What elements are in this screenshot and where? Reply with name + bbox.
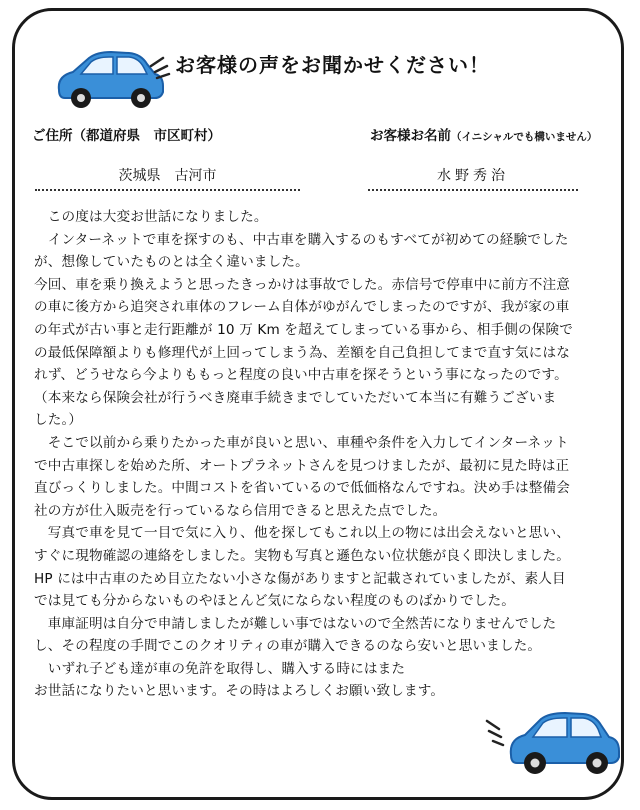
body-line: （本来なら保険会社が行うべき廃車手続きまでしていただいて本当に有難うございま — [34, 389, 557, 406]
body-line: し、その程度の手間でこのクオリティの車が購入できるのなら安いと思いました。 — [34, 638, 542, 655]
testimonial-body — [34, 206, 608, 703]
body-line: 今回、車を乗り換えようと思ったきっかけは事故でした。赤信号で停車中に前方不注意 — [34, 276, 571, 293]
body-line: では見ても分からないものやほとんど気にならない程度のものばかりでした。 — [34, 593, 516, 610]
body-line: インターネットで車を探すのも、中古車を購入するのもすべてが初めての経験でした — [34, 231, 569, 248]
name-label — [370, 124, 597, 144]
body-line: 車庫証明は自分で申請しましたが難しい事ではないので全然苦になりませんでした — [34, 615, 557, 632]
body-line: この度は大変お世話になりました。 — [34, 209, 268, 225]
body-line: の年式が古い事と走行距離が 10 万 Km を超えてしまっている事から、相手側の保険で — [34, 321, 573, 338]
body-line: すぐに現物確認の連絡をしました。実物も写真と遜色ない位状態が良く即決しました。 — [34, 547, 571, 564]
body-line: れず、どうせなら今よりももっと程度の良い中古車を探そうという事になったのです。 — [34, 367, 568, 384]
body-line: 直びっくりしました。中間コストを省いているので低価格なんですね。決め手は整備会 — [34, 480, 571, 497]
address-underline — [35, 189, 300, 191]
address-label: ご住所（都道府県 市区町村） — [32, 128, 221, 144]
body-line: の最低保障額よりも修理代が上回ってしまう為、差額を自己負担してまで直す気にはな — [34, 344, 571, 361]
name-label-text: お客様お名前 — [370, 128, 451, 144]
body-line: 社の方が仕入販売を行っているなら信用できると思えた点でした。 — [34, 502, 447, 519]
body-line: した。） — [34, 412, 83, 429]
body-line: 写真で車を見て一目で気に入り、他を探してもこれ以上の物には出会えないと思い、 — [34, 525, 571, 542]
name-underline — [368, 189, 578, 191]
body-line: HP には中古車のため目立たない小さな傷がありますと記載されていましたが、素人目 — [34, 570, 566, 587]
body-line: が、想像していたものとは全く違いました。 — [34, 254, 309, 271]
body-line: いずれ子ども達が車の免許を取得し、購入する時にはまた — [34, 660, 406, 677]
body-line: お世話になりたいと思います。その時はよろしくお願い致します。 — [34, 683, 445, 700]
body-line: で中古車探しを始めた所、オートプラネットさんを見つけましたが、最初に見た時は正 — [34, 457, 570, 474]
page-title: お客様の声をお聞かせください！ — [175, 53, 490, 77]
car-icon — [485, 701, 625, 786]
address-value: 茨城県 古河市 — [118, 168, 217, 184]
name-value: 水野秀治 — [437, 168, 509, 184]
car-icon — [51, 46, 171, 116]
body-line: そこで以前から乗りたかった車が良いと思い、車種や条件を入力してインターネット — [34, 434, 569, 451]
name-label-note: （イニシャルでも構いません） — [451, 131, 598, 143]
body-line: の車に後方から追突され車体のフレーム自体がゆがんでしまったのですが、我が家の車 — [34, 299, 570, 316]
